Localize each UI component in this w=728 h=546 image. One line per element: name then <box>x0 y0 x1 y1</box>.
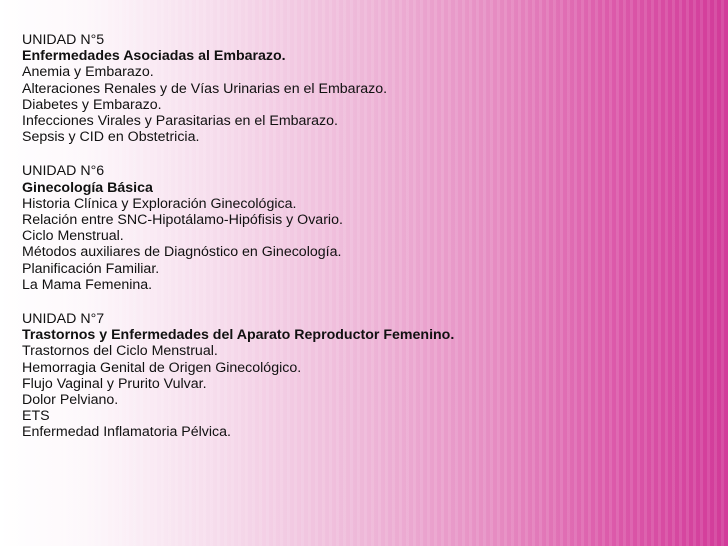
unit-7-item: Hemorragia Genital de Origen Ginecológico. <box>22 359 302 376</box>
unit-5-section <box>22 32 712 145</box>
unit-5-item: Alteraciones Renales y de Vías Urinarias en el Embarazo. <box>22 80 388 97</box>
unit-5-item: Sepsis y CID en Obstetricia. <box>22 129 200 146</box>
unit-7-item: Trastornos del Ciclo Menstrual. <box>22 343 218 360</box>
unit-7-section <box>22 311 712 441</box>
unit-6-item: Relación entre SNC-Hipotálamo-Hipófisis y Ovario. <box>22 212 343 229</box>
unit-5-item: Infecciones Virales y Parasitarias en el Embarazo. <box>22 113 338 130</box>
unit-6-item: Planificación Familiar. <box>22 260 160 277</box>
slide-content <box>22 32 712 459</box>
unit-6-item: La Mama Femenina. <box>22 276 153 293</box>
unit-6-item: Métodos auxiliares de Diagnóstico en Ginecología. <box>22 244 342 261</box>
unit-5-item: Diabetes y Embarazo. <box>22 96 162 113</box>
unit-7-item: Enfermedad Inflamatoria Pélvica. <box>22 424 231 441</box>
unit-6-item: Ciclo Menstrual. <box>22 228 124 245</box>
unit-7-item: Flujo Vaginal y Prurito Vulvar. <box>22 375 207 392</box>
unit-6-title: Ginecología Básica <box>22 179 153 196</box>
unit-6-item: Historia Clínica y Exploración Ginecológica. <box>22 195 297 212</box>
unit-5-label: UNIDAD N°5 <box>22 32 105 48</box>
unit-5-item: Anemia y Embarazo. <box>22 64 154 81</box>
unit-7-title: Trastornos y Enfermedades del Aparato Reproductor Femenino. <box>22 327 455 344</box>
unit-6-section <box>22 163 712 293</box>
unit-7-label: UNIDAD N°7 <box>22 311 105 328</box>
unit-5-title: Enfermedades Asociadas al Embarazo. <box>22 48 286 65</box>
unit-6-label: UNIDAD N°6 <box>22 163 105 180</box>
unit-7-item: ETS <box>22 408 50 425</box>
unit-7-item: Dolor Pelviano. <box>22 392 119 409</box>
